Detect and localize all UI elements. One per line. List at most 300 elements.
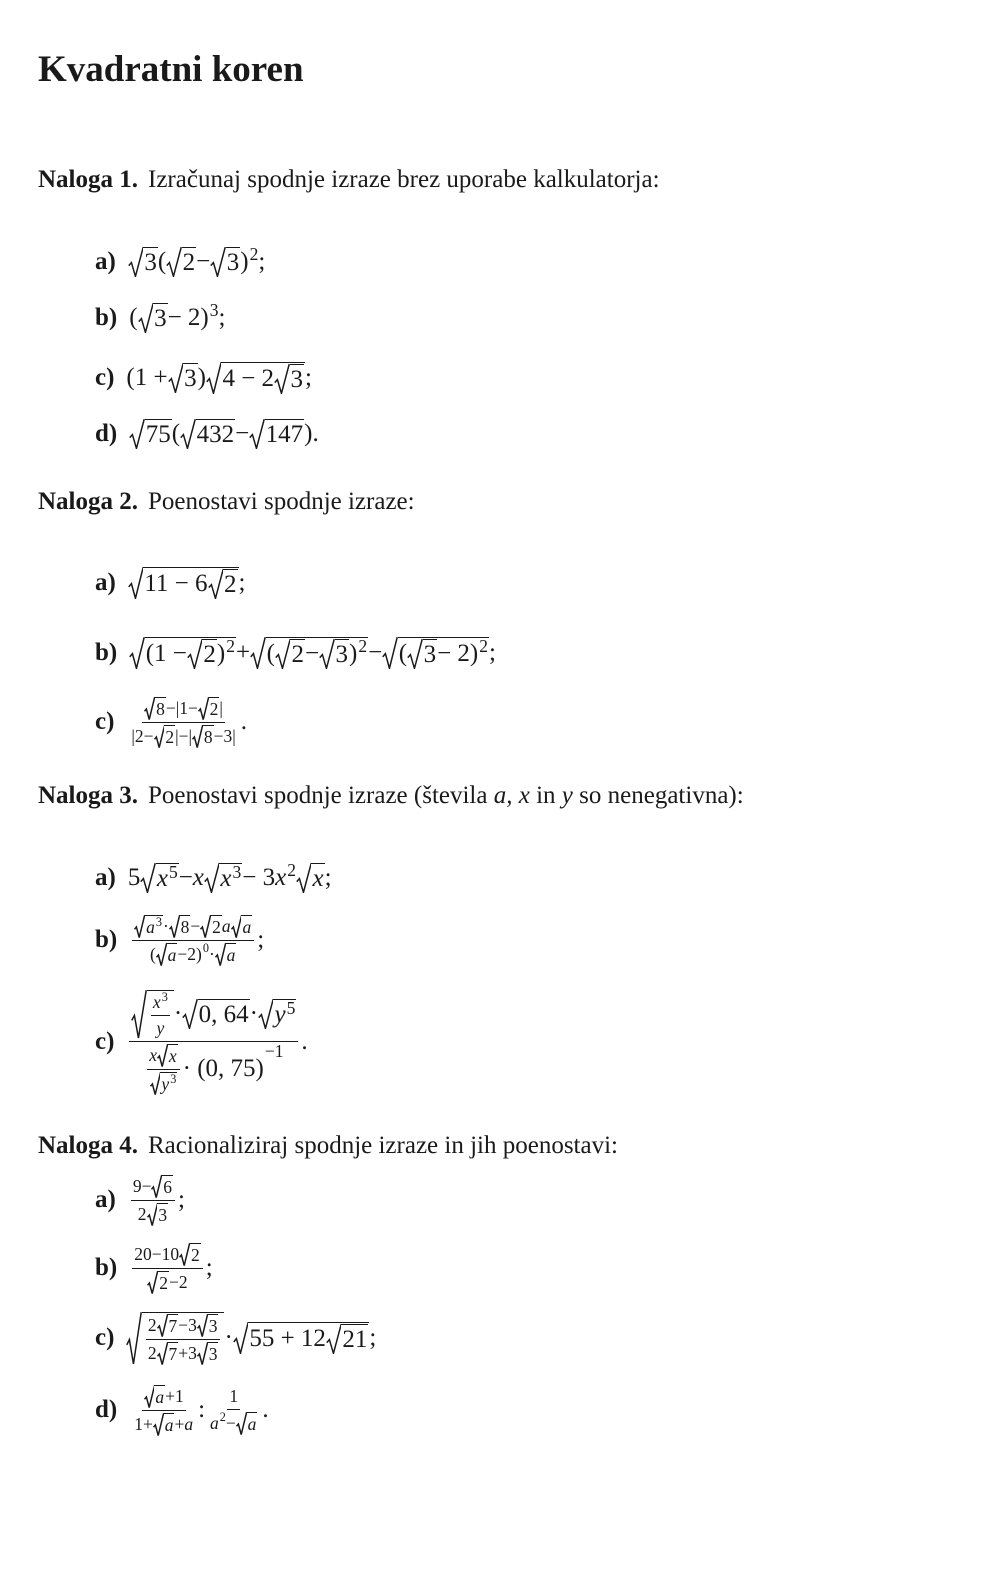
- exponent: 3: [232, 862, 242, 883]
- radicand: [183, 363, 198, 393]
- numerator: [132, 915, 254, 941]
- square-root: [157, 1044, 178, 1067]
- task-heading: [38, 1132, 618, 1160]
- radicand: [241, 915, 252, 938]
- item-label: b): [95, 926, 118, 953]
- math-text: ;: [369, 1324, 377, 1351]
- denominator: [129, 723, 237, 748]
- square-root: [144, 1385, 166, 1408]
- square-root: [140, 863, 178, 893]
- square-root: [210, 247, 240, 277]
- radical-sign-icon: [128, 247, 144, 277]
- numerator: [142, 697, 225, 723]
- task-instruction: y: [561, 782, 573, 809]
- math-text: −|1−: [165, 697, 198, 718]
- exponent: 3: [170, 1071, 177, 1086]
- math-variable: a: [167, 944, 177, 965]
- math-variable: x: [168, 1045, 177, 1066]
- math-expression: [128, 567, 246, 599]
- math-variable: a: [221, 915, 231, 936]
- math-text: −: [368, 639, 383, 666]
- radical-sign-icon: [182, 999, 198, 1029]
- item-label: b): [95, 304, 118, 331]
- denominator: [146, 1340, 221, 1365]
- radical-sign-icon: [126, 1312, 142, 1365]
- square-root: [134, 915, 163, 938]
- math-text: ): [349, 640, 358, 667]
- math-text: 6: [163, 1176, 173, 1197]
- math-text: 3: [335, 641, 349, 668]
- exponent: 3: [161, 989, 168, 1004]
- denominator: [154, 1016, 166, 1039]
- numerator: [146, 1314, 221, 1340]
- exponent: 2: [249, 244, 259, 265]
- radical-sign-icon: [250, 637, 266, 669]
- radical-sign-icon: [192, 725, 203, 748]
- radicand: [182, 247, 197, 277]
- denominator: [145, 1269, 189, 1294]
- radicand: [265, 419, 305, 449]
- square-root: [274, 364, 304, 394]
- math-text: −: [196, 248, 211, 275]
- square-root: [151, 1175, 173, 1198]
- math-expression: [127, 860, 332, 893]
- math-text: − 3: [242, 864, 276, 891]
- radicand: [143, 247, 158, 277]
- math-text: −3|: [213, 725, 236, 746]
- radical-sign-icon: [153, 1413, 164, 1436]
- math-text: 432: [196, 421, 235, 448]
- square-root: [206, 362, 305, 394]
- radical-sign-icon: [407, 639, 423, 669]
- math-text: ): [216, 640, 226, 667]
- radicand: [202, 639, 217, 669]
- task-instruction: Racionaliziraj spodnje izraze in jih poenostavi:: [148, 1132, 618, 1159]
- square-root: [156, 943, 178, 966]
- task-heading: [38, 488, 415, 516]
- math-text: −: [225, 1412, 236, 1433]
- math-text: ;: [258, 248, 266, 275]
- task-instruction: a, x: [493, 782, 530, 809]
- math-text: ;: [238, 569, 246, 596]
- exponent: 2: [226, 636, 235, 657]
- radical-sign-icon: [200, 915, 211, 938]
- item-label: c): [95, 1324, 115, 1351]
- radical-sign-icon: [144, 1385, 155, 1408]
- radical-sign-icon: [169, 915, 180, 938]
- radicand: [311, 863, 324, 893]
- math-text: ).: [304, 420, 319, 447]
- math-text: 1: [229, 1385, 239, 1406]
- square-root: [147, 1271, 169, 1294]
- denominator: [132, 1411, 195, 1436]
- radical-sign-icon: [147, 1203, 158, 1226]
- radical-sign-icon: [296, 863, 312, 893]
- math-text: 2: [147, 1314, 157, 1335]
- math-text: 3: [208, 1343, 218, 1364]
- math-variable: x: [192, 864, 204, 891]
- math-text: +3: [178, 1342, 197, 1363]
- numerator: [151, 989, 170, 1016]
- radical-sign-icon: [233, 1322, 249, 1354]
- square-root: [129, 637, 236, 669]
- math-variable: a: [146, 916, 155, 937]
- numerator: [129, 990, 298, 1042]
- exponent: 5: [286, 998, 296, 1019]
- math-text: (: [129, 304, 138, 331]
- square-root: [233, 1322, 370, 1354]
- square-root: [128, 567, 239, 599]
- math-expression: [126, 697, 247, 748]
- fraction: [151, 989, 170, 1039]
- radicand: [223, 569, 238, 599]
- radicand: [145, 915, 163, 938]
- radicand: [266, 637, 369, 669]
- math-variable: y: [274, 1001, 286, 1028]
- square-root: [157, 1342, 179, 1365]
- math-expression: [129, 1385, 268, 1436]
- math-text: ;: [205, 1254, 213, 1281]
- radical-sign-icon: [206, 362, 222, 394]
- square-root: [258, 999, 296, 1029]
- radicand: [145, 419, 172, 449]
- math-text: ·: [173, 1000, 183, 1027]
- square-root: [208, 569, 238, 599]
- math-text: 2: [190, 1244, 200, 1265]
- radicand: [164, 1413, 175, 1436]
- square-root: [319, 639, 349, 669]
- math-text: 3: [290, 366, 304, 393]
- radicand: [190, 1243, 201, 1266]
- square-root: [275, 639, 305, 669]
- square-root: [180, 419, 235, 449]
- math-text: ): [240, 248, 249, 275]
- radicand: [273, 999, 296, 1029]
- radicand: [209, 697, 220, 720]
- square-root: [204, 863, 242, 893]
- math-text: ;: [178, 1186, 185, 1213]
- math-text: 147: [265, 421, 304, 448]
- radicand: [168, 1044, 178, 1067]
- square-root: [138, 303, 168, 333]
- radicand: [226, 943, 237, 966]
- math-text: −: [235, 420, 250, 447]
- radical-sign-icon: [382, 637, 398, 669]
- radical-sign-icon: [157, 1314, 168, 1337]
- radicand: [198, 999, 250, 1029]
- math-text: ·: [249, 1000, 258, 1027]
- square-root: [150, 1072, 178, 1095]
- math-text: −: [190, 915, 201, 936]
- radical-sign-icon: [198, 697, 209, 720]
- radical-sign-icon: [204, 863, 220, 893]
- math-text: ·: [209, 943, 215, 964]
- task-number: Naloga 2.: [38, 488, 138, 515]
- radicand: [423, 639, 438, 669]
- fraction: [132, 1243, 202, 1294]
- math-variable: y: [156, 1017, 165, 1038]
- radicand: [248, 1322, 369, 1354]
- math-text: ·: [162, 915, 169, 936]
- math-text: 8: [180, 916, 190, 937]
- math-text: 2: [203, 641, 216, 668]
- radicand: [164, 725, 175, 748]
- radicand: [290, 364, 305, 394]
- radical-sign-icon: [258, 999, 274, 1029]
- radicand: [398, 637, 489, 669]
- radical-sign-icon: [197, 1314, 208, 1337]
- math-text: .: [301, 1028, 308, 1055]
- radicand: [208, 1342, 219, 1365]
- math-text: (1 −: [145, 640, 187, 667]
- radical-sign-icon: [180, 419, 196, 449]
- item-label: a): [95, 569, 116, 596]
- square-root: [192, 725, 214, 748]
- math-variable: x: [220, 865, 232, 892]
- math-text: 3: [208, 1315, 218, 1336]
- math-text: 3: [226, 249, 240, 276]
- square-root: [147, 1203, 169, 1226]
- item-label: b): [95, 639, 118, 666]
- square-root: [166, 247, 196, 277]
- math-text: (: [157, 248, 167, 275]
- math-text: ;: [489, 639, 496, 666]
- radicand: [160, 1072, 177, 1095]
- math-text: −2): [177, 943, 202, 964]
- math-variable: a: [210, 1412, 219, 1433]
- radicand: [211, 915, 222, 938]
- math-text: 8: [203, 726, 213, 747]
- item-label: d): [95, 1396, 118, 1423]
- math-text: (: [398, 640, 408, 667]
- radical-sign-icon: [157, 1342, 168, 1365]
- square-root: [169, 915, 191, 938]
- radical-sign-icon: [131, 990, 147, 1039]
- math-text: |−|: [175, 725, 193, 746]
- task-number: Naloga 1.: [38, 166, 138, 193]
- item-label: a): [95, 248, 116, 275]
- math-text: ;: [305, 364, 312, 391]
- square-root: [326, 1324, 369, 1354]
- radical-sign-icon: [157, 1044, 168, 1067]
- item-label: c): [95, 1028, 115, 1055]
- fraction: [208, 1386, 259, 1435]
- radical-sign-icon: [150, 1072, 161, 1095]
- radical-sign-icon: [231, 915, 242, 938]
- math-expression: [129, 915, 264, 966]
- math-text: ;: [324, 864, 332, 891]
- radical-sign-icon: [138, 303, 154, 333]
- radicand: [221, 362, 305, 394]
- fraction: [147, 1044, 179, 1095]
- math-text: 75: [145, 421, 171, 448]
- item-label: a): [95, 864, 116, 891]
- radicand: [158, 1271, 169, 1294]
- task-instruction: in: [529, 782, 562, 809]
- square-root: [215, 943, 237, 966]
- math-text: −3: [178, 1314, 197, 1335]
- radicand: [335, 639, 350, 669]
- radicand: [219, 863, 242, 893]
- math-text: − 2): [167, 304, 209, 331]
- square-root: [129, 419, 172, 449]
- radicand: [142, 1312, 225, 1365]
- task-number: Naloga 4.: [38, 1132, 138, 1159]
- square-root: [407, 639, 437, 669]
- math-text: 4 − 2: [222, 365, 275, 392]
- math-text: (: [266, 640, 275, 667]
- fraction: [129, 697, 237, 748]
- math-text: 2: [137, 1203, 147, 1224]
- math-text: ): [197, 364, 206, 391]
- square-root: [179, 1243, 201, 1266]
- math-text: .: [240, 708, 247, 735]
- math-text: 0, 64: [198, 1001, 249, 1028]
- math-text: −2: [168, 1271, 188, 1292]
- math-text: |2−: [131, 725, 154, 746]
- radical-sign-icon: [274, 364, 290, 394]
- square-root: [131, 990, 173, 1039]
- numerator: [132, 1243, 202, 1269]
- math-text: +: [236, 639, 251, 666]
- radical-sign-icon: [210, 247, 226, 277]
- math-text: |: [219, 697, 223, 718]
- math-variable: a: [155, 1386, 165, 1407]
- math-text: 2: [291, 641, 304, 668]
- exponent: 0: [202, 940, 209, 955]
- radical-sign-icon: [134, 915, 145, 938]
- radical-sign-icon: [166, 247, 182, 277]
- math-expression: [129, 637, 496, 669]
- square-root: [157, 1314, 179, 1337]
- square-root: [197, 1314, 219, 1337]
- task-instruction: Poenostavi spodnje izraze:: [148, 488, 415, 515]
- math-variable: x: [275, 864, 287, 891]
- radical-sign-icon: [154, 725, 165, 748]
- fraction: [132, 1385, 195, 1436]
- math-text: +1: [165, 1385, 184, 1406]
- square-root: [382, 637, 489, 669]
- radical-sign-icon: [208, 569, 224, 599]
- radicand: [208, 1314, 219, 1337]
- math-expression: [126, 990, 307, 1095]
- math-text: 3: [423, 641, 437, 668]
- square-root: [144, 697, 166, 720]
- math-text: · (0, 75): [182, 1055, 264, 1082]
- math-text: 1+: [134, 1413, 153, 1434]
- radical-sign-icon: [129, 637, 145, 669]
- radicand: [167, 943, 178, 966]
- math-text: ·: [224, 1324, 233, 1351]
- square-root: [154, 725, 176, 748]
- task-instruction: so nenegativna):: [572, 782, 744, 809]
- radical-sign-icon: [249, 419, 265, 449]
- math-text: (: [171, 420, 181, 447]
- square-root: [168, 363, 198, 393]
- math-text: ;: [218, 304, 226, 331]
- radical-sign-icon: [151, 1175, 162, 1198]
- square-root: [296, 863, 325, 893]
- radical-sign-icon: [319, 639, 335, 669]
- math-text: 11 − 6: [144, 570, 208, 597]
- denominator: [142, 1042, 285, 1095]
- exponent: 3: [209, 300, 219, 321]
- math-text: 2: [159, 1272, 168, 1293]
- radical-sign-icon: [144, 697, 155, 720]
- math-text: 7: [168, 1343, 178, 1364]
- item-label: c): [95, 364, 115, 391]
- radical-sign-icon: [168, 363, 184, 393]
- numerator: [227, 1386, 240, 1410]
- radical-sign-icon: [147, 1271, 158, 1294]
- math-text: (1 +: [126, 364, 168, 391]
- square-root: [197, 1342, 219, 1365]
- math-text: 2: [147, 1342, 157, 1363]
- math-text: 20−10: [134, 1243, 180, 1264]
- math-expression: [129, 1243, 212, 1294]
- square-root: [231, 915, 253, 938]
- square-root: [182, 999, 250, 1029]
- radical-sign-icon: [156, 943, 167, 966]
- radical-sign-icon: [187, 639, 203, 669]
- item-label: d): [95, 420, 118, 447]
- math-text: 5: [127, 864, 141, 891]
- radicand: [341, 1324, 368, 1354]
- exponent: 3: [155, 914, 162, 929]
- math-variable: x: [312, 865, 324, 892]
- square-root: [128, 247, 158, 277]
- math-expression: [128, 244, 266, 277]
- square-root: [198, 697, 220, 720]
- task-heading: [38, 166, 660, 194]
- item-label: c): [95, 708, 115, 735]
- radical-sign-icon: [236, 1412, 247, 1435]
- radicand: [154, 1385, 165, 1408]
- task-number: Naloga 3.: [38, 782, 138, 809]
- radicand: [247, 1412, 258, 1435]
- exponent: 2: [479, 636, 488, 657]
- math-text: 2: [182, 249, 196, 276]
- math-text: ;: [257, 926, 265, 953]
- math-variable: a: [164, 1414, 174, 1435]
- square-root: [249, 419, 304, 449]
- task-instruction: Poenostavi spodnje izraze (števila: [148, 782, 494, 809]
- fraction: [131, 1175, 175, 1226]
- radicand: [168, 1342, 179, 1365]
- exponent: 2: [358, 636, 368, 657]
- exponent: −1: [264, 1040, 284, 1061]
- denominator: [148, 941, 238, 966]
- numerator: [131, 1175, 175, 1201]
- math-text: 7: [168, 1315, 178, 1336]
- task-instruction: Izračunaj spodnje izraze brez uporabe kalkulatorja:: [148, 166, 660, 193]
- math-variable: a: [226, 944, 236, 965]
- math-variable: x: [152, 991, 161, 1012]
- math-expression: [126, 362, 312, 394]
- radical-sign-icon: [326, 1324, 342, 1354]
- radical-sign-icon: [275, 639, 291, 669]
- exponent: 2: [287, 860, 296, 881]
- denominator: [136, 1201, 170, 1226]
- radicand: [180, 915, 191, 938]
- fraction: [146, 1314, 221, 1365]
- math-text: 21: [342, 1326, 368, 1353]
- square-root: [250, 637, 368, 669]
- denominator: [208, 1410, 259, 1435]
- radical-sign-icon: [140, 863, 156, 893]
- radical-sign-icon: [179, 1243, 190, 1266]
- math-expression: [128, 1175, 185, 1226]
